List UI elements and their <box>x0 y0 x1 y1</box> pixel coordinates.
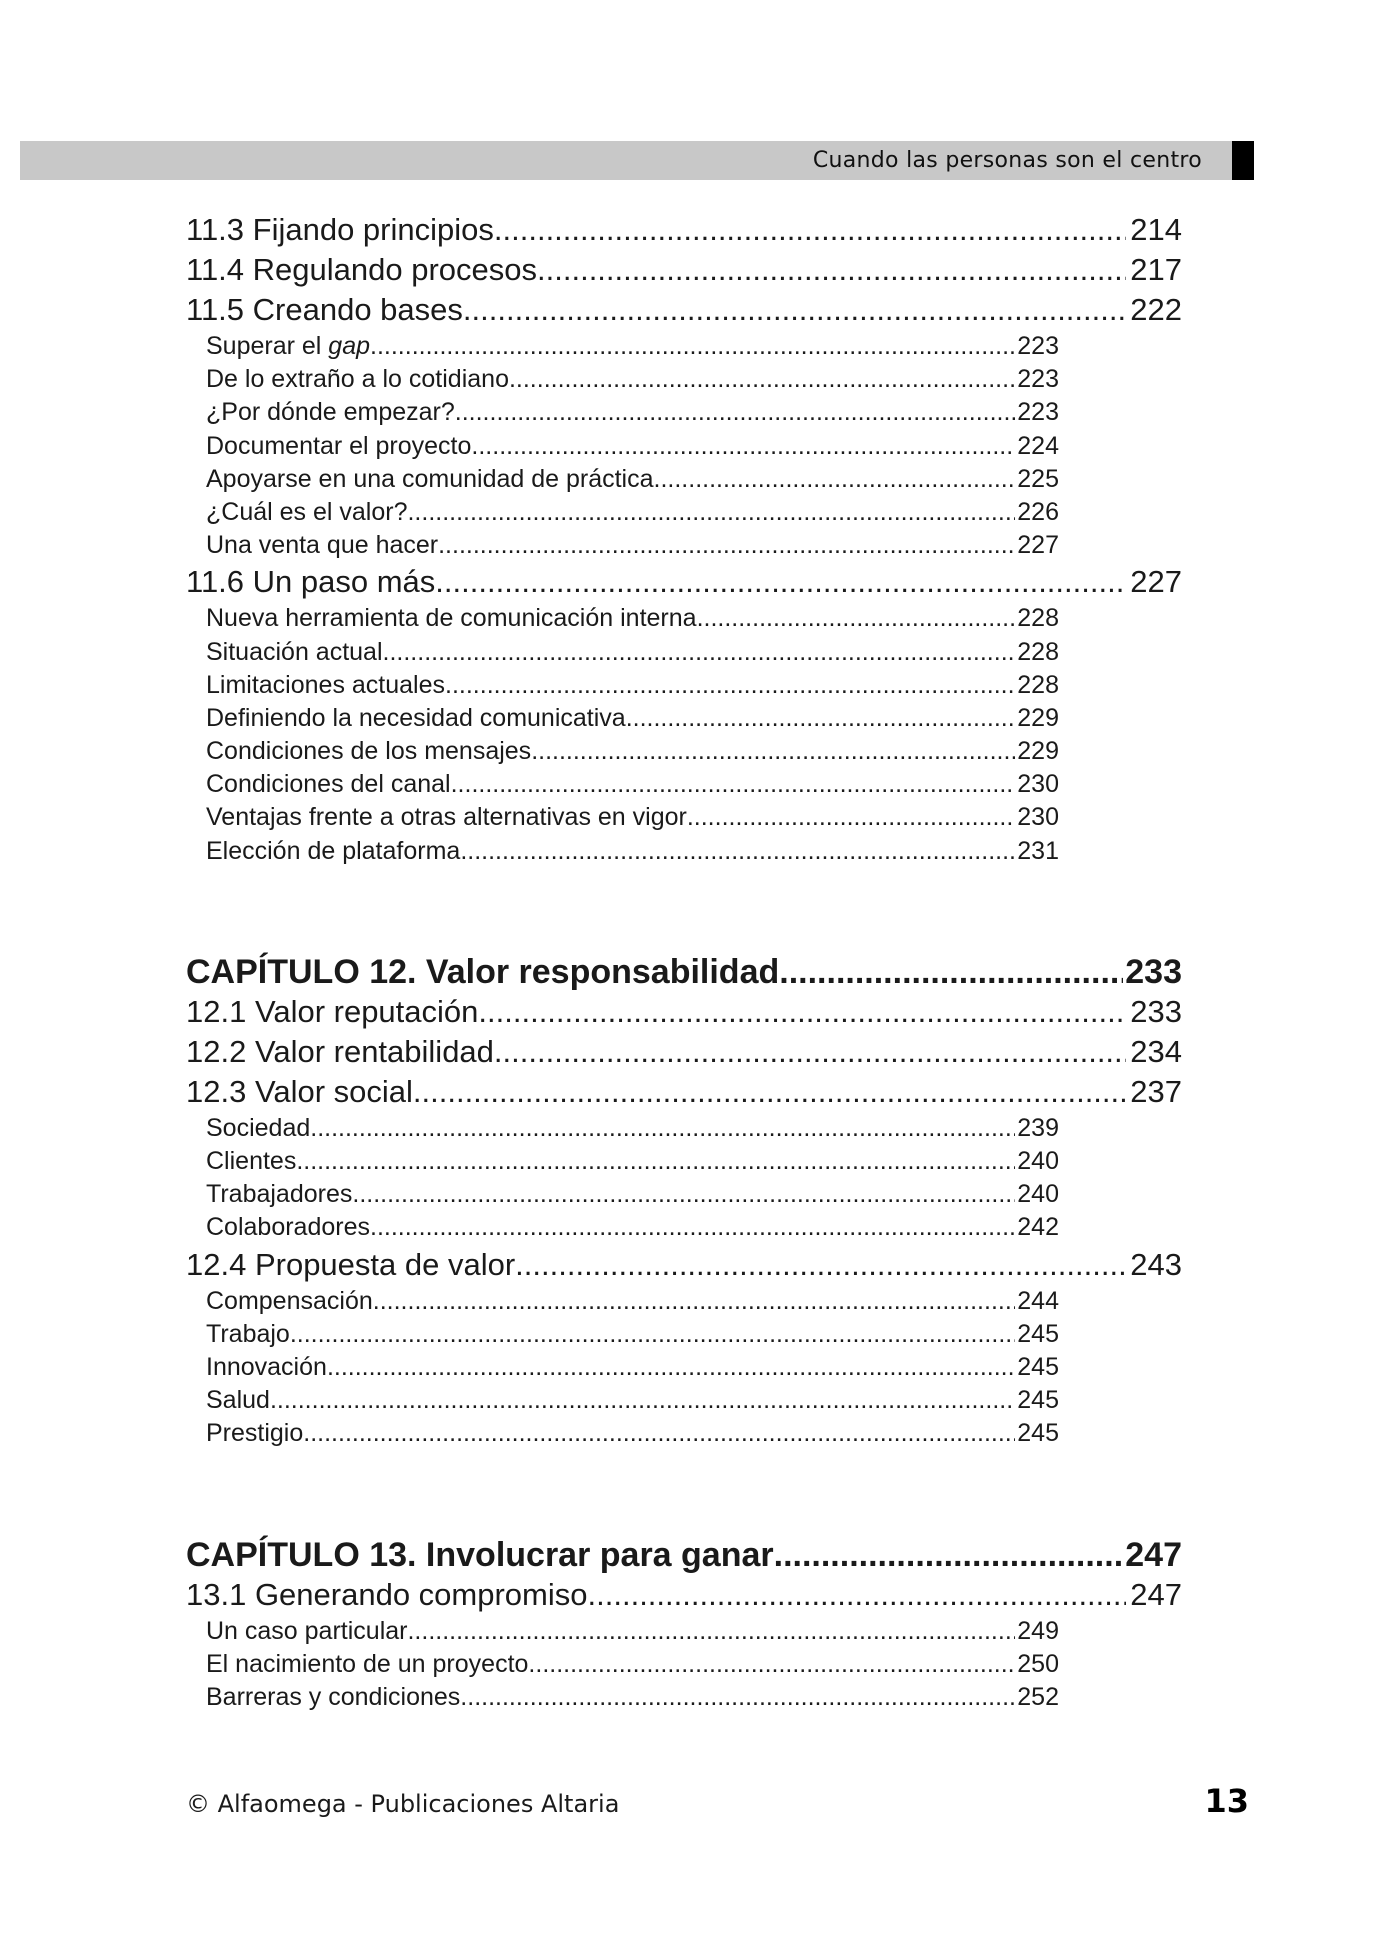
toc-leader-dots <box>373 1285 1016 1318</box>
toc-entry-label: Trabajadores <box>206 1180 353 1209</box>
toc-leader-dots <box>407 496 1015 529</box>
toc-leader-dots <box>697 602 1016 635</box>
toc-subentry[interactable] <box>206 1648 1059 1681</box>
toc-section-12-4[interactable] <box>186 1245 1182 1285</box>
toc-leader-dots <box>352 1178 1015 1211</box>
toc-section-11-3[interactable] <box>186 210 1182 250</box>
toc-page-number: 247 <box>1125 1535 1182 1574</box>
toc-entry-label: 13.1 Generando compromiso <box>186 1576 588 1612</box>
toc-page-number: 234 <box>1130 1033 1182 1069</box>
toc-subentry[interactable] <box>206 735 1059 768</box>
toc-page-number: 239 <box>1017 1113 1059 1142</box>
toc-entry-label: 11.5 Creando bases <box>186 292 463 327</box>
toc-subentry[interactable] <box>206 529 1059 562</box>
toc-section-12-1[interactable] <box>186 992 1182 1032</box>
toc-leader-dots <box>528 1648 1015 1681</box>
toc-leader-dots <box>407 1615 1015 1648</box>
toc-leader-dots <box>413 1072 1126 1112</box>
toc-page-number: 247 <box>1130 1576 1182 1612</box>
toc-subentry[interactable] <box>206 702 1059 735</box>
toc-entry-label: Prestigio <box>206 1419 304 1448</box>
toc-page-number: 245 <box>1017 1419 1059 1448</box>
toc-page-number: 245 <box>1017 1352 1059 1381</box>
toc-page-number: 233 <box>1130 993 1182 1029</box>
toc-page-number: 249 <box>1017 1616 1059 1645</box>
toc-page-number: 223 <box>1017 332 1059 360</box>
toc-subentry[interactable] <box>206 1211 1059 1244</box>
toc-leader-dots <box>296 1145 1015 1178</box>
toc-subentry[interactable] <box>206 1285 1059 1318</box>
toc-subentry[interactable] <box>206 669 1059 702</box>
toc-entry-label: Apoyarse en una comunidad de práctica <box>206 464 654 493</box>
toc-leader-dots <box>451 768 1016 801</box>
toc-page-number: 223 <box>1017 365 1059 394</box>
toc-page-number: 222 <box>1130 292 1182 327</box>
toc-leader-dots <box>460 835 1015 868</box>
toc-entry-label: De lo extraño a lo cotidiano <box>206 365 509 394</box>
toc-leader-dots <box>478 992 1126 1032</box>
toc-entry-label: Situación actual <box>206 637 383 666</box>
toc-subentry[interactable] <box>206 1112 1059 1145</box>
toc-subentry[interactable] <box>206 463 1059 496</box>
toc-page-number: 229 <box>1017 737 1059 766</box>
toc-page-number: 240 <box>1017 1180 1059 1209</box>
toc-leader-dots <box>779 952 1123 992</box>
toc-page-number: 242 <box>1017 1213 1059 1242</box>
toc-page-number: 245 <box>1017 1386 1059 1415</box>
chapter-gap <box>186 1451 1182 1535</box>
toc-page-number: 227 <box>1017 531 1059 560</box>
toc-section-11-5[interactable] <box>186 290 1182 330</box>
toc-entry-label: Innovación <box>206 1352 327 1381</box>
toc-entry-label: Limitaciones actuales <box>206 670 446 699</box>
footer-page-number: 13 <box>1204 1782 1249 1820</box>
toc-leader-dots <box>537 250 1126 290</box>
toc-page-number: 228 <box>1017 604 1059 633</box>
toc-entry-label: Colaboradores <box>206 1213 370 1242</box>
toc-section-12-3[interactable] <box>186 1072 1182 1112</box>
toc-entry-label: Trabajo <box>206 1319 290 1348</box>
toc-leader-dots <box>290 1318 1015 1351</box>
toc-entry-label: Barreras y condiciones <box>206 1682 461 1711</box>
toc-subentry[interactable] <box>206 430 1059 463</box>
toc-chapter-13[interactable] <box>186 1535 1182 1575</box>
toc-entry-label: ¿Cuál es el valor? <box>206 497 408 526</box>
toc-section-12-2[interactable] <box>186 1032 1182 1072</box>
toc-subentry[interactable] <box>206 636 1059 669</box>
toc-entry-label: 12.1 Valor reputación <box>186 993 479 1029</box>
toc-subentry[interactable] <box>206 768 1059 801</box>
toc-page-number: 225 <box>1017 464 1059 493</box>
toc-page-number: 237 <box>1130 1073 1182 1109</box>
toc-page-number: 252 <box>1017 1682 1059 1711</box>
chapter-gap <box>186 868 1182 952</box>
toc-leader-dots <box>383 636 1016 669</box>
toc-subentry[interactable] <box>206 1615 1059 1648</box>
toc-page-number: 233 <box>1125 952 1182 991</box>
toc-section-11-6[interactable] <box>186 562 1182 602</box>
toc-page-number: 230 <box>1017 803 1059 832</box>
toc-subentry[interactable] <box>206 602 1059 635</box>
toc-leader-dots <box>455 396 1016 429</box>
toc-page-number: 227 <box>1130 564 1182 600</box>
toc-entry-label: Superar el gap <box>206 332 371 360</box>
toc-entry-label: Documentar el proyecto <box>206 431 472 460</box>
toc-entry-label: Una venta que hacer <box>206 531 439 560</box>
toc-section-13-1[interactable] <box>186 1575 1182 1615</box>
toc-leader-dots <box>588 1575 1127 1615</box>
toc-entry-label: 12.2 Valor rentabilidad <box>186 1033 494 1069</box>
toc-entry-label: Definiendo la necesidad comunicativa <box>206 703 626 732</box>
running-header-bar <box>20 141 1232 180</box>
toc-entry-label: Nueva herramienta de comunicación interna <box>206 604 697 633</box>
toc-leader-dots <box>303 1417 1015 1450</box>
toc-entry-label: ¿Por dónde empezar? <box>206 398 455 427</box>
toc-page-number: 224 <box>1017 431 1059 460</box>
toc-leader-dots <box>310 1112 1015 1145</box>
toc-page-number: 240 <box>1017 1147 1059 1175</box>
toc-leader-dots <box>438 529 1015 562</box>
toc-leader-dots <box>435 562 1126 602</box>
toc-entry-label: El nacimiento de un proyecto <box>206 1649 529 1678</box>
toc-subentry[interactable] <box>206 801 1059 834</box>
toc-leader-dots <box>460 1681 1015 1714</box>
toc-page-number: 244 <box>1017 1286 1059 1315</box>
toc-entry-label: Ventajas frente a otras alternativas en vigor <box>206 803 687 832</box>
table-of-contents <box>186 210 1182 1714</box>
toc-leader-dots <box>494 1032 1126 1072</box>
toc-entry-label: Condiciones del canal <box>206 770 451 799</box>
toc-page-number: 228 <box>1017 670 1059 699</box>
toc-leader-dots <box>370 1211 1015 1244</box>
toc-subentry[interactable] <box>206 330 1059 363</box>
toc-subentry[interactable] <box>206 396 1059 429</box>
running-header-title: Cuando las personas son el centro <box>812 148 1202 173</box>
toc-page-number: 231 <box>1017 836 1059 865</box>
toc-leader-dots <box>515 1245 1126 1285</box>
toc-chapter-label: CAPÍTULO 12. Valor responsabilidad <box>186 952 780 991</box>
toc-leader-dots <box>270 1384 1015 1417</box>
toc-leader-dots <box>327 1351 1015 1384</box>
toc-chapter-12[interactable] <box>186 952 1182 992</box>
toc-entry-label: 11.3 Fijando principios <box>186 212 494 247</box>
toc-entry-label: 12.3 Valor social <box>186 1073 413 1109</box>
toc-page-number: 243 <box>1130 1246 1182 1282</box>
toc-subentry[interactable] <box>206 1681 1059 1714</box>
toc-page-number: 226 <box>1017 497 1059 526</box>
toc-page-number: 229 <box>1017 703 1059 732</box>
toc-subentry[interactable] <box>206 1351 1059 1384</box>
toc-subentry[interactable] <box>206 363 1059 396</box>
toc-leader-dots <box>463 290 1126 330</box>
toc-leader-dots <box>654 463 1016 496</box>
toc-subentry[interactable] <box>206 496 1059 529</box>
toc-subentry[interactable] <box>206 1178 1059 1211</box>
toc-leader-dots <box>445 669 1015 702</box>
toc-entry-label: 11.4 Regulando procesos <box>186 252 538 287</box>
toc-entry-label: Un caso particular <box>206 1616 408 1645</box>
toc-subentry[interactable] <box>206 835 1059 868</box>
toc-page-number: 228 <box>1017 637 1059 666</box>
toc-leader-dots <box>471 430 1015 463</box>
toc-entry-label: Clientes <box>206 1147 297 1175</box>
toc-subentry[interactable] <box>206 1318 1059 1351</box>
toc-chapter-label: CAPÍTULO 13. Involucrar para ganar <box>186 1535 774 1574</box>
toc-entry-label: 12.4 Propuesta de valor <box>186 1246 516 1282</box>
toc-page-number: 250 <box>1017 1649 1059 1678</box>
running-header-marker <box>1232 141 1254 180</box>
footer-copyright: © Alfaomega - Publicaciones Altaria <box>186 1790 620 1818</box>
toc-entry-label: Elección de plataforma <box>206 836 461 865</box>
toc-entry-label: Sociedad <box>206 1113 311 1142</box>
toc-subentry[interactable] <box>206 1417 1059 1450</box>
toc-page-number: 223 <box>1017 398 1059 427</box>
toc-page-number: 214 <box>1130 212 1182 247</box>
toc-subentry[interactable] <box>206 1145 1059 1178</box>
toc-leader-dots <box>687 801 1015 834</box>
toc-entry-label: Compensación <box>206 1286 373 1315</box>
toc-page-number: 217 <box>1130 252 1182 287</box>
toc-page-number: 230 <box>1017 770 1059 799</box>
toc-section-11-4[interactable] <box>186 250 1182 290</box>
toc-leader-dots <box>509 363 1015 396</box>
toc-leader-dots <box>774 1535 1124 1575</box>
toc-leader-dots <box>370 330 1015 363</box>
toc-leader-dots <box>626 702 1016 735</box>
toc-page-number: 245 <box>1017 1319 1059 1348</box>
toc-entry-label: Salud <box>206 1386 270 1415</box>
toc-entry-label: Condiciones de los mensajes <box>206 737 532 766</box>
toc-leader-dots <box>494 210 1126 250</box>
toc-leader-dots <box>531 735 1015 768</box>
toc-entry-label: 11.6 Un paso más <box>186 564 436 600</box>
toc-subentry[interactable] <box>206 1384 1059 1417</box>
